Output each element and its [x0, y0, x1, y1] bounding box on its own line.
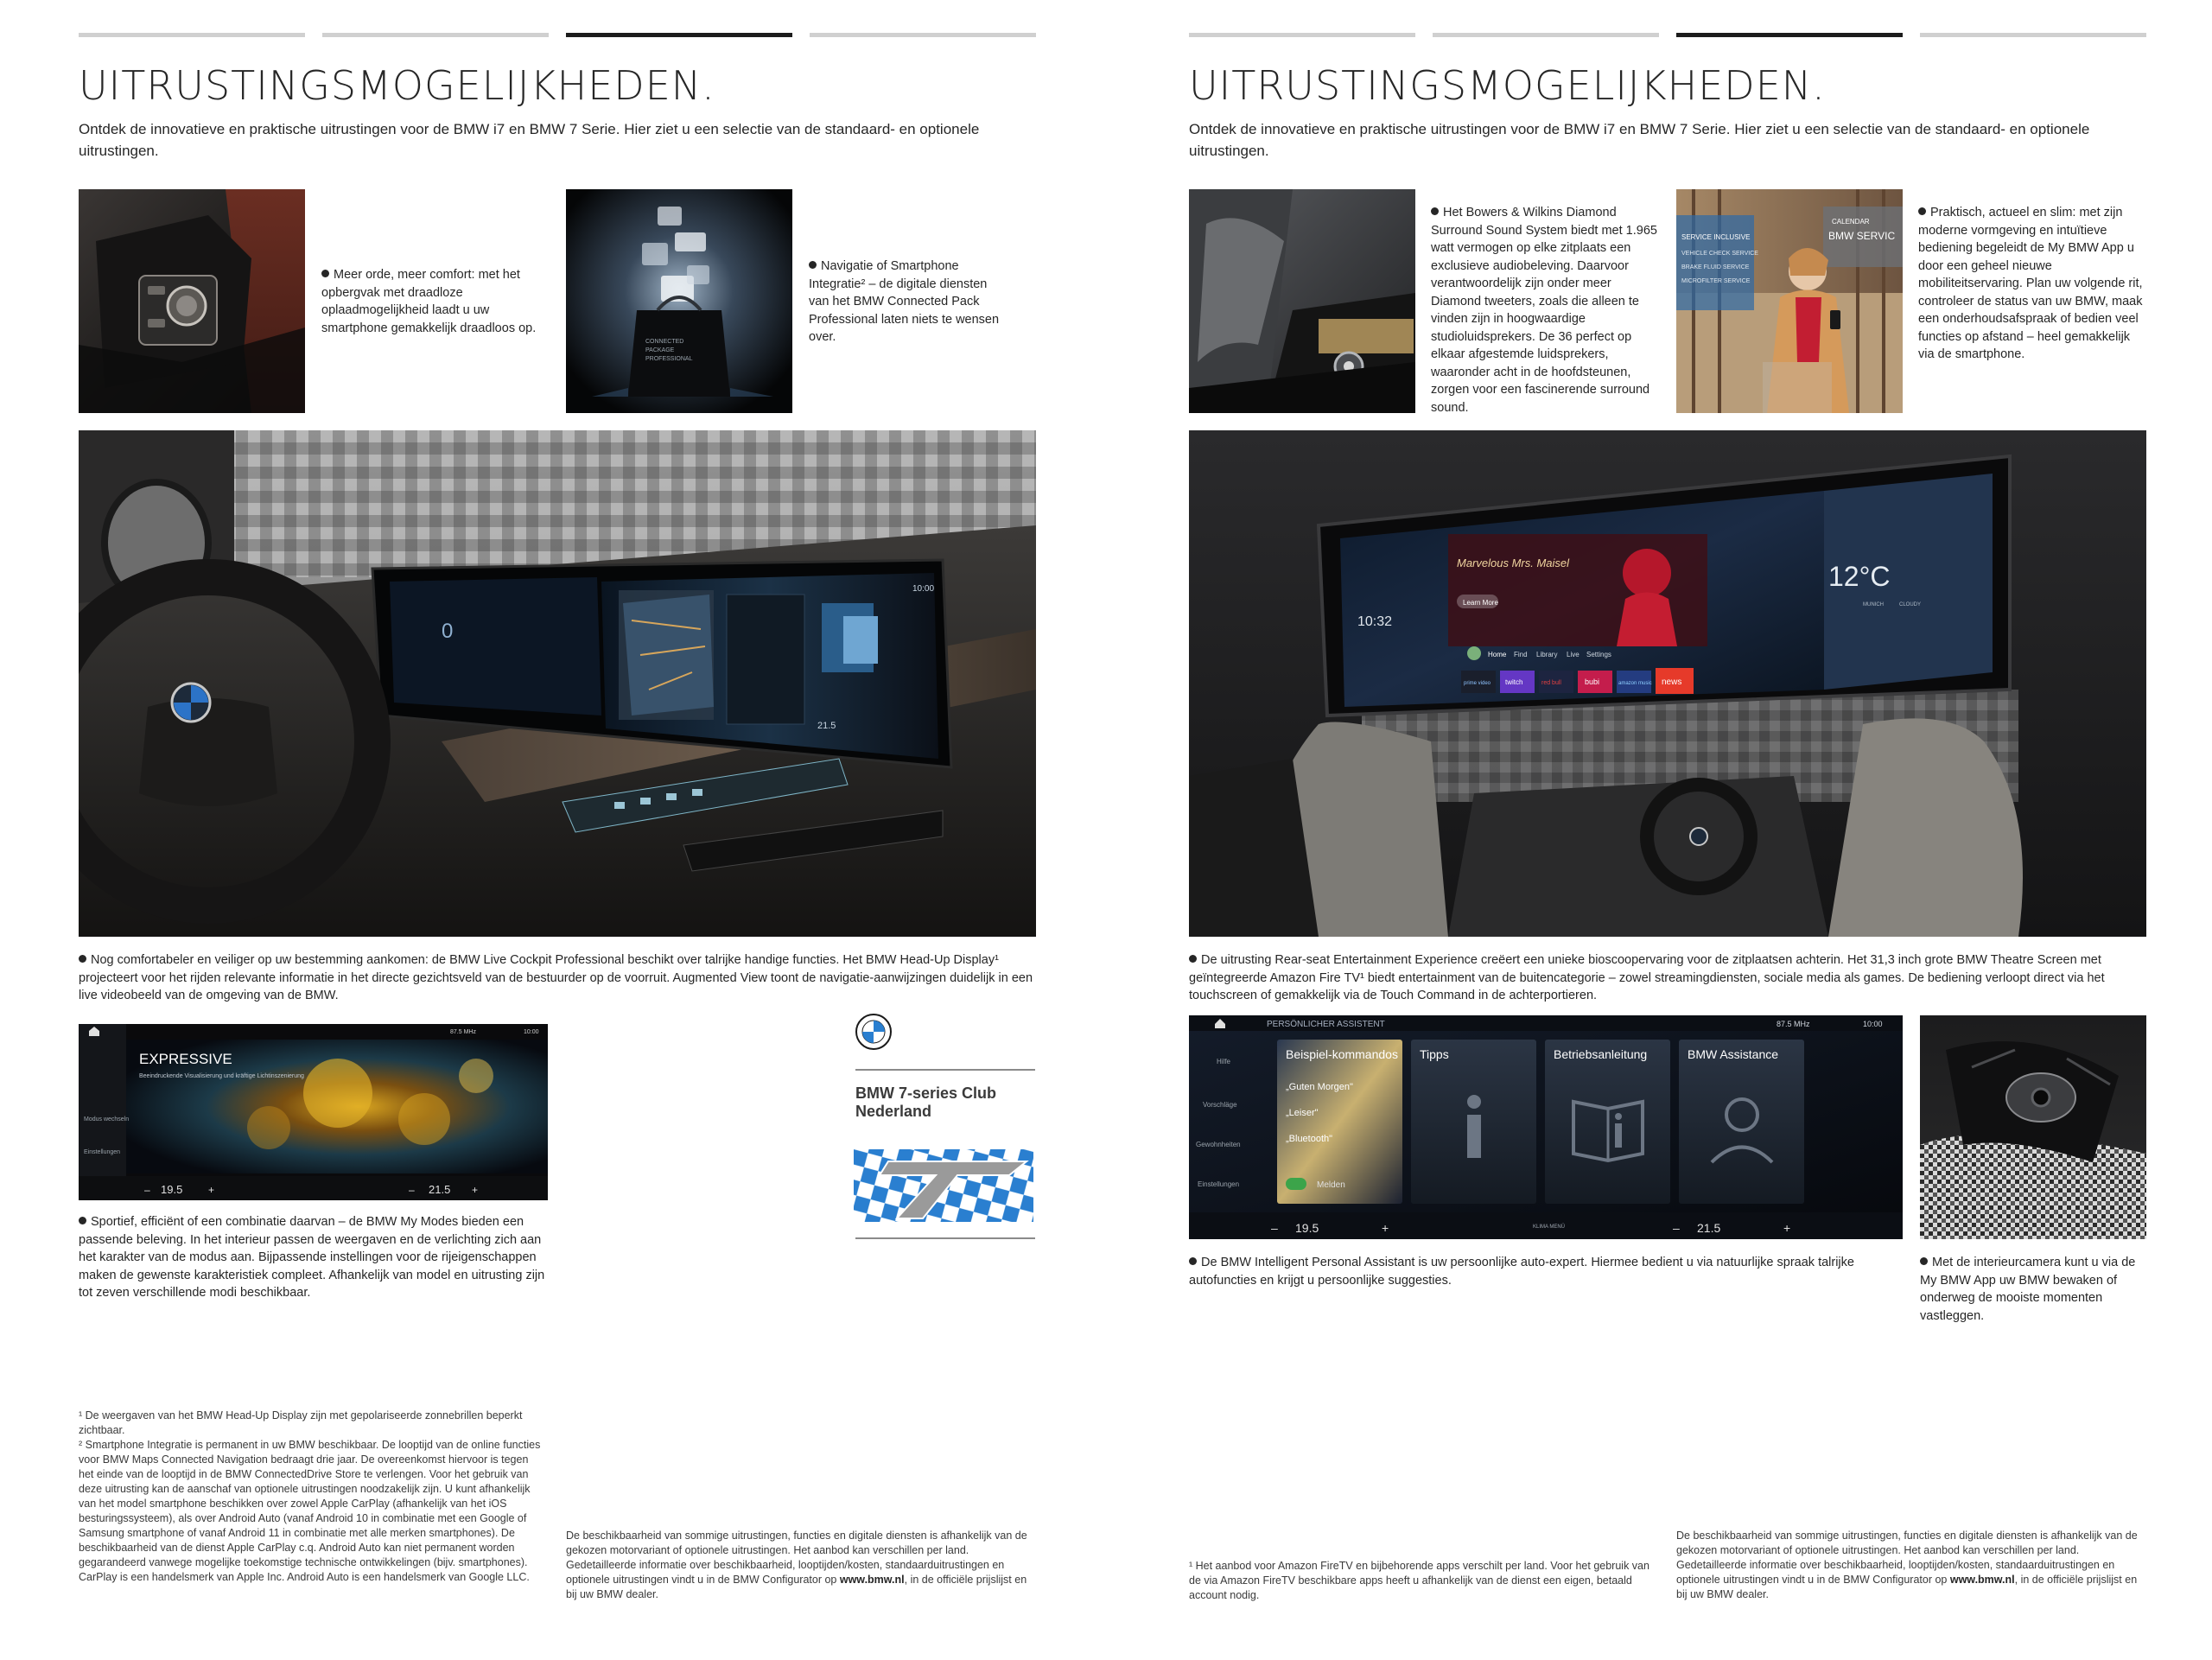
theatre-screen-photo: [1189, 430, 2146, 937]
temp-plus-icon[interactable]: +: [472, 1184, 479, 1196]
club-name: BMW 7-series Club: [855, 1084, 997, 1102]
bullet-icon: [1920, 1257, 1928, 1265]
my-bmw-app-caption-text: Praktisch, actueel en slim: met zijn moderne vormgeving en intuïtieve bediening begeleidt de My BMW App u door een geheel nieuwe mobiliteitservaring. Plan uw volgende rit, controleer de status van uw BMW, maak een onderhoudsafspraak of bedien veel functies op afstand – heel gemakkelijk via de smartphone.: [1918, 206, 2143, 361]
bmw-roundel-logo: [855, 1014, 892, 1050]
assistant-climate-menu[interactable]: KLIMA MENÜ: [1533, 1224, 1566, 1230]
bullet-icon: [79, 955, 86, 963]
app-tile-redbull-label: red bull: [1541, 680, 1561, 686]
melden-toggle[interactable]: [1286, 1178, 1306, 1190]
progress-segment-3-active: [566, 33, 792, 37]
bullet-icon: [79, 1217, 86, 1224]
temp-minus-icon[interactable]: –: [1271, 1221, 1278, 1235]
app-panel-line-1: SERVICE INCLUSIVE: [1681, 233, 1751, 241]
progress-segment-3-active: [1676, 33, 1903, 37]
my-modes-caption: [79, 1213, 545, 1302]
assistant-menu-help[interactable]: Hilfe: [1217, 1058, 1231, 1065]
right-footnote: ¹ Het aanbod voor Amazon FireTV en bijbehorende apps verschilt per land. Voor het gebruik van de via Amazon FireTV beschikbare apps heeft u afhankelijk van de dienst een eigen, betaald account nodig.: [1189, 1560, 1649, 1601]
assistant-card-commands-title: Beispiel-kommandos: [1286, 1047, 1398, 1061]
my-modes-time: 10:00: [524, 1029, 539, 1035]
bullet-icon: [1431, 207, 1439, 215]
left-availability-text: De beschikbaarheid van sommige uitrustingen, functies en digitale diensten is afhankelijk van de gekozen motorvariant of optionele uitrustingen. Het aanbod kan verschillen per land. Gedetailleerde informatie over beschikbaarheid, looptijden/kosten, standaarduitrustingen en optionele uitrustingen vindt u in de BMW Configurator op: [566, 1530, 1027, 1586]
interior-camera-caption: [1920, 1254, 2149, 1325]
left-footnotes: [79, 1409, 541, 1585]
assistant-temp-left[interactable]: 19.5: [1295, 1221, 1319, 1235]
theatre-weather-city: MUNICH: [1863, 602, 1884, 607]
right-page-intro: Ontdek de innovatieve en praktische uitrustingen voor de BMW i7 en BMW 7 Serie. Hier ziet u een selectie van de standaard- en optionele uitrustingen.: [1189, 121, 2090, 159]
learn-more-label[interactable]: Learn More: [1463, 599, 1498, 607]
melden-label: Melden: [1317, 1180, 1345, 1190]
theatre-nav-library[interactable]: Library: [1536, 651, 1558, 658]
my-bmw-app-photo: [1676, 189, 1903, 413]
footnote-2: ² Smartphone Integratie is permanent in uw BMW beschikbaar. De looptijd van de online functies voor BMW Maps Connected Navigation bedraagt drie jaar. De overeenkomst hiervoor is tegen het einde van de looptijd in de BMW ConnectedDrive Store te verlengen. Voor het gebruik van deze uitrusting kan de aanschaf van optionele uitrustingen noodzakelijk zijn. U kunt afhankelijk van het model smartphone beschikken over zowel Apple CarPlay (afhankelijk van het iOS besturingssysteem), als over Android Auto (vanaf Android 10 in combinatie met een Google of Samsung smartphone of vanaf Android 11 in combinatie met alle merken smartphones). De beschikbaarheid van de dienst Apple CarPlay c.q. Android Auto kan niet permanent worden gegarandeerd vanwege mogelijke toekomstige technische ontwikkelingen (bijv. smartphones). CarPlay is een handelsmerk van Apple Inc. Android Auto is een handelsmerk van Google LLC.: [79, 1439, 541, 1583]
bowers-wilkins-caption-text: Het Bowers & Wilkins Diamond Surround Sound System biedt met 1.965 watt vermogen op elke zitplaats een exclusieve audiobeleving. Daarvoor verantwoordelijk zijn onder meer Diamond tweeters, zoals die alleen te vinden zijn in hoogwaardige studioluidsprekers. De 36 perfect op elkaar afgestemde luidsprekers, waaronder acht in de hoofdsteunen, zorgen voor een fascinerende surround sound.: [1431, 206, 1657, 415]
bullet-icon: [809, 261, 817, 269]
personal-assistant-caption-text: De BMW Intelligent Personal Assistant is uw persoonlijke auto-expert. Hiermee bedient u via natuurlijke spraak talrijke autofuncties en krijgt u persoonlijke suggesties.: [1189, 1256, 1854, 1288]
theatre-nav-home[interactable]: Home: [1488, 651, 1507, 658]
theatre-show-title: Marvelous Mrs. Maisel: [1457, 557, 1570, 569]
assistant-header: PERSÖNLICHER ASSISTENT: [1267, 1020, 1385, 1029]
progress-segment-4: [1920, 33, 2146, 37]
club-divider-bottom: [855, 1237, 1035, 1239]
live-cockpit-caption-text: Nog comfortabeler en veiliger op uw bestemming aankomen: de BMW Live Cockpit Professional beschikt over talrijke handige functies. Het BMW Head-Up Display¹ projecteert voor het rijden relevante informatie in het directe gezichtsveld van de bestuurder op de voorruit. Augmented View toont de navigatie-aanwijzingen duidelijk in een live videobeeld van de omgeving van de BMW.: [79, 953, 1033, 1002]
my-modes-menu-settings[interactable]: Einstellungen: [84, 1149, 121, 1155]
bmw-website-link[interactable]: www.bmw.nl: [1949, 1574, 2015, 1586]
club-divider-top: [855, 1069, 1035, 1071]
theatre-screen-caption-text: De uitrusting Rear-seat Entertainment Experience creëert een unieke bioscoopervaring voor de zitplaatsen achterin. Het 31,3 inch grote BMW Theatre Screen met geïntegreerde Amazon Fire TV¹ biedt entertainment van de buitencategorie – zowel streamingdiensten, sociale media als games. De bediening verloopt direct via het touchscreen of gemakkelijk via de Touch Command in de achterportieren.: [1189, 953, 2105, 1002]
cockpit-speed: 0: [442, 620, 454, 643]
progress-segment-1: [1189, 33, 1415, 37]
wireless-charging-caption-text: Meer orde, meer comfort: met het opbergvak met draadloze oplaadmogelijkheid laadt u uw smartphone gemakkelijk draadloos op.: [321, 268, 537, 335]
my-modes-subtitle: Beeindruckende Visualisierung und kräftige Lichtinszenierung: [139, 1073, 304, 1079]
live-cockpit-photo: [79, 430, 1036, 937]
app-tile-prime-label: prime video: [1464, 681, 1491, 686]
svg-text:PACKAGE: PACKAGE: [645, 347, 675, 353]
temp-minus-icon[interactable]: –: [1673, 1221, 1680, 1235]
club-country: Nederland: [855, 1103, 932, 1120]
theatre-nav-settings[interactable]: Settings: [1586, 651, 1611, 658]
profile-avatar[interactable]: [1467, 646, 1481, 660]
progress-segment-2: [322, 33, 549, 37]
temp-plus-icon[interactable]: +: [208, 1184, 215, 1196]
assistant-radio: 87.5 MHz: [1777, 1020, 1810, 1028]
temp-minus-icon[interactable]: –: [409, 1184, 415, 1196]
theatre-nav-find[interactable]: Find: [1514, 651, 1528, 658]
assistant-card-manual-title: Betriebsanleitung: [1554, 1047, 1648, 1061]
assistant-menu-habits[interactable]: Gewohnheiten: [1196, 1141, 1241, 1148]
interior-camera-caption-text: Met de interieurcamera kunt u via de My BMW App uw BMW bewaken of onderweg de mooiste momenten vastleggen.: [1920, 1256, 2136, 1323]
my-bmw-app-caption: [1918, 204, 2147, 364]
assistant-command-1: „Guten Morgen": [1286, 1082, 1353, 1092]
right-availability-end: , in de officiële prijslijst en bij uw BMW dealer.: [1676, 1574, 2138, 1600]
bullet-icon: [1189, 1257, 1197, 1265]
assistant-menu-settings[interactable]: Einstellungen: [1198, 1180, 1240, 1188]
right-page-title: UITRUSTINGSMOGELIJKHEDEN.: [1189, 62, 1826, 109]
temp-minus-icon[interactable]: –: [144, 1184, 150, 1196]
theatre-nav-live[interactable]: Live: [1567, 651, 1580, 658]
theatre-weather-temp: 12°C: [1828, 561, 1891, 592]
left-page-intro: Ontdek de innovatieve en praktische uitrustingen voor de BMW i7 en BMW 7 Serie. Hier ziet u een selectie van de standaard- en optionele uitrustingen.: [79, 121, 980, 159]
footnote-1: ¹ De weergaven van het BMW Head-Up Display zijn met gepolariseerde zonnebrillen beperkt zichtbaar.: [79, 1409, 523, 1436]
svg-text:PROFESSIONAL: PROFESSIONAL: [645, 356, 693, 362]
assistant-card-tips-title: Tipps: [1420, 1047, 1449, 1061]
app-board-line-1: CALENDAR: [1832, 218, 1870, 226]
bullet-icon: [1918, 207, 1926, 215]
assistant-menu-suggestions[interactable]: Vorschläge: [1203, 1101, 1237, 1109]
progress-segment-4: [810, 33, 1036, 37]
assistant-time: 10:00: [1863, 1020, 1883, 1028]
cockpit-time: 10:00: [912, 584, 935, 594]
my-modes-screen: [79, 1024, 548, 1200]
bullet-icon: [321, 270, 329, 277]
assistant-temp-right[interactable]: 21.5: [1697, 1221, 1721, 1235]
bowers-wilkins-caption: [1431, 204, 1660, 417]
smartphone-integration-caption: [809, 258, 1007, 347]
app-tile-news-label: news: [1662, 677, 1682, 687]
wireless-charging-photo: [79, 189, 305, 413]
bowers-wilkins-photo: [1189, 189, 1415, 413]
progress-segment-2: [1433, 33, 1659, 37]
package-box-text: CONNECTED: [645, 339, 684, 345]
my-modes-temp-right[interactable]: 21.5: [429, 1183, 451, 1196]
interior-camera-photo: [1920, 1015, 2146, 1239]
bmw-website-link[interactable]: www.bmw.nl: [839, 1574, 905, 1586]
personal-assistant-screen: [1189, 1015, 1903, 1239]
theatre-weather-state: CLOUDY: [1899, 602, 1922, 607]
smartphone-integration-caption-text: Navigatie of Smartphone Integratie² – de digitale diensten van het BMW Connected Pack Professional laten niets te wensen over.: [809, 259, 1000, 344]
app-tile-twitch-label: twitch: [1505, 678, 1523, 686]
temp-plus-icon[interactable]: +: [1783, 1221, 1791, 1235]
assistant-card-assistance-title: BMW Assistance: [1688, 1047, 1779, 1061]
theatre-clock: 10:32: [1357, 614, 1393, 629]
assistant-card-bmw-assistance[interactable]: [1679, 1040, 1804, 1204]
my-modes-menu-switch[interactable]: Modus wechseln: [84, 1116, 130, 1123]
cockpit-temp: 21.5: [817, 721, 836, 731]
live-cockpit-caption: [79, 951, 1036, 1005]
my-modes-temp-left[interactable]: 19.5: [161, 1183, 183, 1196]
club-bavarian-logo: [854, 1149, 1033, 1222]
left-availability-end: , in de officiële prijslijst en bij uw BMW dealer.: [566, 1574, 1027, 1600]
left-availability-note: [566, 1529, 1033, 1602]
app-panel-line-2: VEHICLE CHECK SERVICE: [1681, 251, 1758, 257]
my-modes-radio: 87.5 MHz: [450, 1029, 476, 1035]
right-availability-note: [1676, 1529, 2143, 1602]
my-modes-caption-text: Sportief, efficiënt of een combinatie daarvan – de BMW My Modes bieden een passende beleving. In het interieur passen de weergaven en de verlichting zich aan het karakter van de modus aan. Bijpassende instellingen voor de rijeigenschappen maken de gewenste karakteristiek compleet. Afhankelijk van model en uitrusting zijn tot zeven verschillende modi beschikbaar.: [79, 1215, 545, 1300]
info-icon: [1467, 1095, 1481, 1158]
my-modes-title: EXPRESSIVE: [139, 1051, 232, 1067]
temp-plus-icon[interactable]: +: [1382, 1221, 1389, 1235]
connected-package-photo: [566, 189, 792, 413]
personal-assistant-caption: [1189, 1254, 1903, 1289]
app-tile-amazon-music-label: amazon music: [1618, 681, 1652, 686]
right-availability-text: De beschikbaarheid van sommige uitrustingen, functies en digitale diensten is afhankelijk van de gekozen motorvariant of optionele uitrustingen. Het aanbod kan verschillen per land. Gedetailleerde informatie over beschikbaarheid, looptijden/kosten, standaarduitrustingen en optionele uitrustingen vindt u in de BMW Configurator op: [1676, 1530, 2138, 1586]
theatre-screen-caption: [1189, 951, 2146, 1005]
assistant-command-2: „Leiser": [1286, 1108, 1319, 1118]
bullet-icon: [1189, 955, 1197, 963]
app-board-line-2: BMW SERVIC: [1828, 230, 1896, 242]
progress-segment-1: [79, 33, 305, 37]
wireless-charging-caption: [321, 266, 555, 337]
assistant-command-3: „Bluetooth": [1286, 1134, 1333, 1144]
left-page-title: UITRUSTINGSMOGELIJKHEDEN.: [79, 62, 715, 109]
app-panel-line-3: BRAKE FLUID SERVICE: [1681, 264, 1750, 270]
app-panel-line-4: MICROFILTER SERVICE: [1681, 278, 1751, 284]
app-tile-bubi-label: bubi: [1585, 677, 1600, 686]
